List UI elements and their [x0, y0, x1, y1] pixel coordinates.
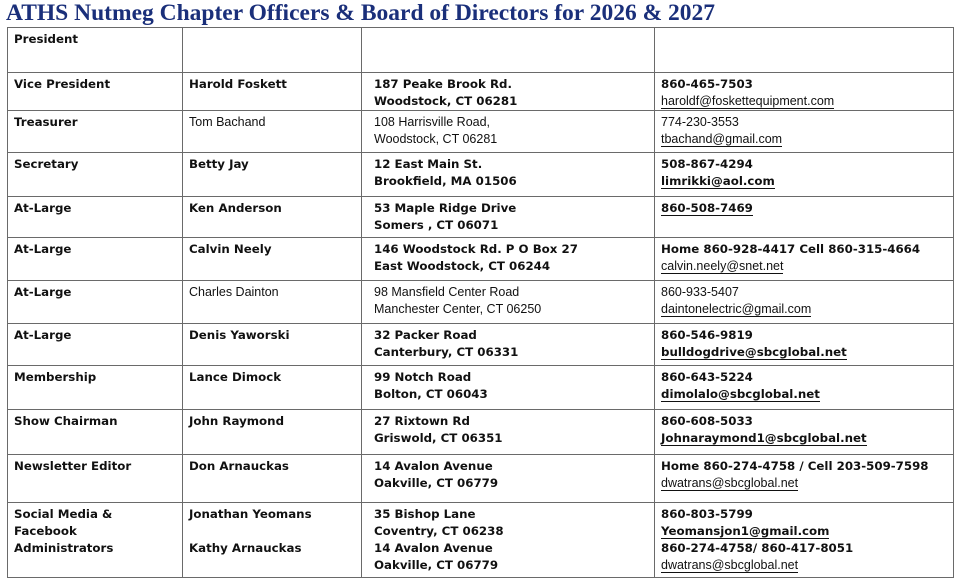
officer-name	[183, 503, 362, 578]
officer-row	[8, 153, 954, 197]
contact-email[interactable]: haroldf@foskettequipment.com	[661, 94, 835, 108]
officer-address-line: 99 Notch Road	[374, 370, 472, 384]
officer-name-line: Harold Foskett	[189, 77, 287, 91]
officer-contact-line: 860-803-5799	[661, 507, 753, 521]
officer-address-line: Coventry, CT 06238	[374, 524, 504, 538]
officer-role	[8, 281, 183, 324]
officer-contact	[655, 455, 954, 503]
officer-address	[362, 281, 655, 324]
contact-line	[661, 258, 947, 275]
contact-line	[661, 344, 947, 361]
officer-name	[183, 153, 362, 197]
officer-contact-line: 860-933-5407	[661, 285, 739, 299]
officer-name	[183, 281, 362, 324]
officer-row	[8, 111, 954, 153]
officer-role	[8, 324, 183, 366]
officer-contact-line: Home 860-274-4758 / Cell 203-509-7598	[661, 459, 929, 473]
officer-role	[8, 28, 183, 73]
contact-email[interactable]: bulldogdrive@sbcglobal.net	[661, 345, 847, 359]
officer-contact	[655, 73, 954, 111]
officer-contact	[655, 366, 954, 410]
officer-contact-line: 860-274-4758/ 860-417-8051	[661, 541, 854, 555]
officer-role	[8, 366, 183, 410]
officer-address-line: 14 Avalon Avenue	[374, 541, 493, 555]
officer-address-line: Griswold, CT 06351	[374, 431, 503, 445]
officer-contact	[655, 410, 954, 455]
officer-name-line: Ken Anderson	[189, 201, 282, 215]
officer-role	[8, 455, 183, 503]
officer-role-line: Social Media &	[14, 507, 113, 521]
officer-address	[362, 197, 655, 238]
officer-role	[8, 238, 183, 281]
officer-address	[362, 111, 655, 153]
officer-role	[8, 503, 183, 578]
officer-contact	[655, 28, 954, 73]
officer-role	[8, 153, 183, 197]
officer-name-line: Lance Dimock	[189, 370, 282, 384]
officer-role	[8, 197, 183, 238]
officer-address-line: 108 Harrisville Road,	[374, 115, 491, 129]
officer-row	[8, 238, 954, 281]
officer-address-line: Somers , CT 06071	[374, 218, 499, 232]
officer-name	[183, 238, 362, 281]
officer-name	[183, 324, 362, 366]
officer-address-line: 35 Bishop Lane	[374, 507, 476, 521]
officer-address-line: Bolton, CT 06043	[374, 387, 488, 401]
officer-address-line: 187 Peake Brook Rd.	[374, 77, 512, 91]
officer-name	[183, 455, 362, 503]
officer-name	[183, 366, 362, 410]
officer-row	[8, 324, 954, 366]
officer-row	[8, 503, 954, 578]
contact-line	[661, 430, 947, 447]
officer-row	[8, 197, 954, 238]
officer-role-line: Treasurer	[14, 115, 78, 129]
contact-line	[661, 523, 947, 540]
contact-email[interactable]: dwatrans@sbcglobal.net	[661, 476, 799, 490]
officer-address	[362, 73, 655, 111]
officers-table-body	[8, 28, 954, 578]
officer-contact-line: 860-546-9819	[661, 328, 753, 342]
officer-contact	[655, 153, 954, 197]
officer-role-line: Show Chairman	[14, 414, 118, 428]
officer-role	[8, 410, 183, 455]
officer-contact	[655, 281, 954, 324]
officer-address	[362, 324, 655, 366]
contact-email[interactable]: 860-508-7469	[661, 201, 753, 215]
officer-role-line: At-Large	[14, 242, 72, 256]
contact-line	[661, 93, 947, 110]
officer-address	[362, 410, 655, 455]
officer-address-line: 14 Avalon Avenue	[374, 459, 493, 473]
officer-name-line: Kathy Arnauckas	[189, 541, 302, 555]
officer-contact-line: 508-867-4294	[661, 157, 753, 171]
officer-name-line: Denis Yaworski	[189, 328, 290, 342]
contact-email[interactable]: dimolalo@sbcglobal.net	[661, 387, 820, 401]
officer-contact-line: 774-230-3553	[661, 115, 739, 129]
officer-address	[362, 28, 655, 73]
officer-name	[183, 28, 362, 73]
officer-row	[8, 73, 954, 111]
officer-contact	[655, 324, 954, 366]
officer-contact	[655, 111, 954, 153]
officer-address-line: 146 Woodstock Rd. P O Box 27	[374, 242, 578, 256]
officer-role-line: At-Large	[14, 285, 72, 299]
officer-name	[183, 197, 362, 238]
contact-email[interactable]: Yeomansjon1@gmail.com	[661, 524, 830, 538]
officer-name-line: Calvin Neely	[189, 242, 272, 256]
officer-role-line: Facebook	[14, 524, 77, 538]
officer-address	[362, 366, 655, 410]
contact-email[interactable]: limrikki@aol.com	[661, 174, 775, 188]
officer-address-line: 53 Maple Ridge Drive	[374, 201, 517, 215]
officer-row	[8, 455, 954, 503]
officer-address-line: 98 Mansfield Center Road	[374, 285, 520, 299]
officer-address-line: 27 Rixtown Rd	[374, 414, 470, 428]
document-title: ATHS Nutmeg Chapter Officers & Board of Directors for 2026 & 2027	[6, 0, 716, 26]
officer-name-line: Jonathan Yeomans	[189, 507, 312, 521]
officer-address-line: 32 Packer Road	[374, 328, 477, 342]
officers-table	[7, 27, 954, 578]
officer-role-line: Secretary	[14, 157, 79, 171]
contact-line	[661, 386, 947, 403]
officer-name-line: Betty Jay	[189, 157, 249, 171]
officer-name	[183, 410, 362, 455]
contact-email[interactable]: dwatrans@sbcglobal.net	[661, 558, 799, 572]
officer-address-line: Canterbury, CT 06331	[374, 345, 519, 359]
officer-role-line: At-Large	[14, 201, 72, 215]
officer-role-line: Administrators	[14, 541, 114, 555]
officer-role-line: Vice President	[14, 77, 111, 91]
officer-address-line: East Woodstock, CT 06244	[374, 259, 551, 273]
officer-role-line: Newsletter Editor	[14, 459, 132, 473]
officer-contact-line: 860-465-7503	[661, 77, 753, 91]
officer-address-line: 12 East Main St.	[374, 157, 483, 171]
officer-contact-line: 860-643-5224	[661, 370, 753, 384]
officer-address-line: Woodstock, CT 06281	[374, 132, 498, 146]
officer-role-line: President	[14, 32, 79, 46]
officer-row	[8, 410, 954, 455]
officer-name-line: John Raymond	[189, 414, 285, 428]
officer-contact	[655, 197, 954, 238]
officer-address-line: Brookfield, MA 01506	[374, 174, 517, 188]
officer-row	[8, 281, 954, 324]
officer-contact-line: Home 860-928-4417 Cell 860-315-4664	[661, 242, 921, 256]
officer-address	[362, 153, 655, 197]
officer-address-line: Oakville, CT 06779	[374, 558, 499, 572]
contact-email[interactable]: tbachand@gmail.com	[661, 132, 783, 146]
officer-name	[183, 111, 362, 153]
contact-line	[661, 301, 947, 318]
officer-role-line: Membership	[14, 370, 97, 384]
officer-name-line	[189, 523, 355, 540]
officer-contact-line: 860-608-5033	[661, 414, 753, 428]
officer-row	[8, 366, 954, 410]
contact-line	[661, 131, 947, 148]
officer-name-line: Charles Dainton	[189, 285, 279, 299]
contact-line	[661, 475, 947, 492]
officer-address	[362, 503, 655, 578]
officer-row	[8, 28, 954, 73]
officer-role	[8, 111, 183, 153]
officer-address	[362, 455, 655, 503]
officer-role-line: At-Large	[14, 328, 72, 342]
officer-role	[8, 73, 183, 111]
contact-email[interactable]: calvin.neely@snet.net	[661, 259, 784, 273]
contact-email[interactable]: daintonelectric@gmail.com	[661, 302, 812, 316]
officer-address-line: Oakville, CT 06779	[374, 476, 499, 490]
officer-name	[183, 73, 362, 111]
officer-contact	[655, 503, 954, 578]
contact-line	[661, 557, 947, 574]
officer-address-line: Woodstock, CT 06281	[374, 94, 518, 108]
officer-name-line: Don Arnauckas	[189, 459, 289, 473]
contact-email[interactable]: Johnaraymond1@sbcglobal.net	[661, 431, 867, 445]
officer-address	[362, 238, 655, 281]
contact-line	[661, 173, 947, 190]
officer-address-line: Manchester Center, CT 06250	[374, 302, 542, 316]
officer-name-line: Tom Bachand	[189, 115, 266, 129]
contact-line	[661, 200, 947, 217]
officer-contact	[655, 238, 954, 281]
